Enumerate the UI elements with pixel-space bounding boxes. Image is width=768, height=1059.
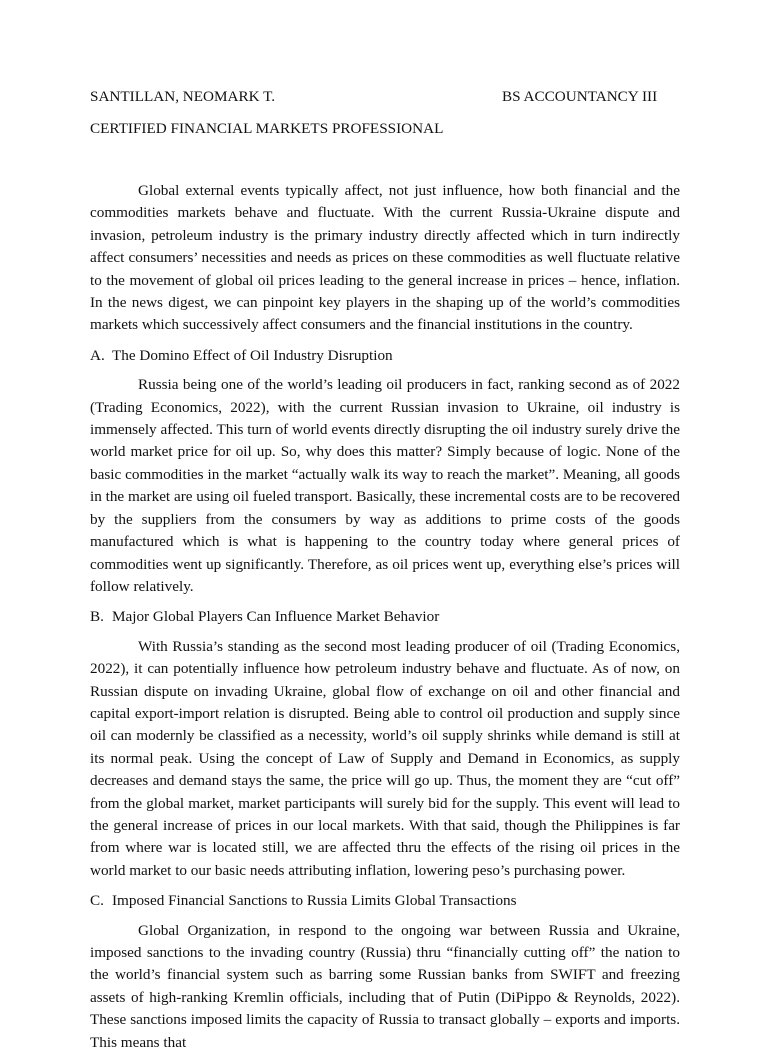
section-paragraph-c: Global Organization, in respond to the ongoing war between Russia and Ukraine, imposed sanctions to the invading country (Russia) thru “financially cutting off” the nation to the world’s financial system such as barring some Russian banks from SWIFT and freezing assets of high-ranking Kremlin officials, including that of Putin (DiPippo & Reynolds, 2022). These sanctions imposed limits the capacity of Russia to transact globally – exports and imports. This means that [90,921,680,1051]
program-label: BS ACCOUNTANCY III [502,88,658,105]
section-heading-b [90,606,680,628]
section-title: Imposed Financial Sanctions to Russia Limits Global Transactions [112,892,517,910]
section-heading-c [90,890,680,912]
section-letter: C. [90,892,104,910]
section-paragraph-a: Russia being one of the world’s leading oil producers in fact, ranking second as of 2022 (Trading Economics, 2022), with the current Russian invasion to Ukraine, oil industry is immensely affected. This turn of world events directly disrupting the oil industry surely drive the world market price for oil up. So, why does this matter? Simply because of logic. None of the basic commodities in the market “actually walk its way to reach the market”. Meaning, all goods in the market are using oil fueled transport. Basically, these incremental costs are to be recovered by the suppliers from the consumers by way as additions to prime costs of the goods manufactured which is what is happening to the country today where general prices of commodities went up significantly. Therefore, as oil prices went up, everything else’s prices will follow relatively. [90,376,680,595]
intro-paragraph: Global external events typically affect, not just influence, how both financial and the commodities markets behave and fluctuate. With the current Russia-Ukraine dispute and invasion, petroleum industry is the primary industry directly affected which in turn indirectly affect consumers’ necessities and needs as prices on these commodities as well fluctuate relative to the movement of global oil prices leading to the general increase in prices – hence, inflation. In the news digest, we can pinpoint key players in the shaping up of the world’s commodities markets which successively affect consumers and the financial institutions in the country. [90,182,680,334]
section-title: The Domino Effect of Oil Industry Disruption [112,346,393,364]
section-letter: A. [90,346,105,364]
section-letter: B. [90,608,104,626]
course-title: CERTIFIED FINANCIAL MARKETS PROFESSIONAL [90,120,444,137]
section-title: Major Global Players Can Influence Market Behavior [112,608,440,626]
section-heading-a [90,345,680,367]
document-body [90,180,680,1059]
section-paragraph-b: With Russia’s standing as the second most leading producer of oil (Trading Economics, 2022), it can potentially influence how petroleum industry behave and fluctuate. As of now, on Russian dispute on invading Ukraine, global flow of exchange on oil and other financial and capital export-import relation is disrupted. Being able to control oil production and supply since oil can modernly be classified as a necessity, world’s oil supply shrinks while demand is still at its normal peak. Using the concept of Law of Supply and Demand in Economics, as supply decreases and demand stays the same, the price will go up. Thus, the moment they are “cut off” from the global market, market participants will surely bid for the supply. This event will lead to the general increase of prices in our local markets. With that said, though the Philippines is far from where war is located still, we are affected thru the effects of the rising oil prices in the world market to our basic needs attributing inflation, lowering peso’s purchasing power. [90,637,680,879]
author-name: SANTILLAN, NEOMARK T. [90,88,276,105]
